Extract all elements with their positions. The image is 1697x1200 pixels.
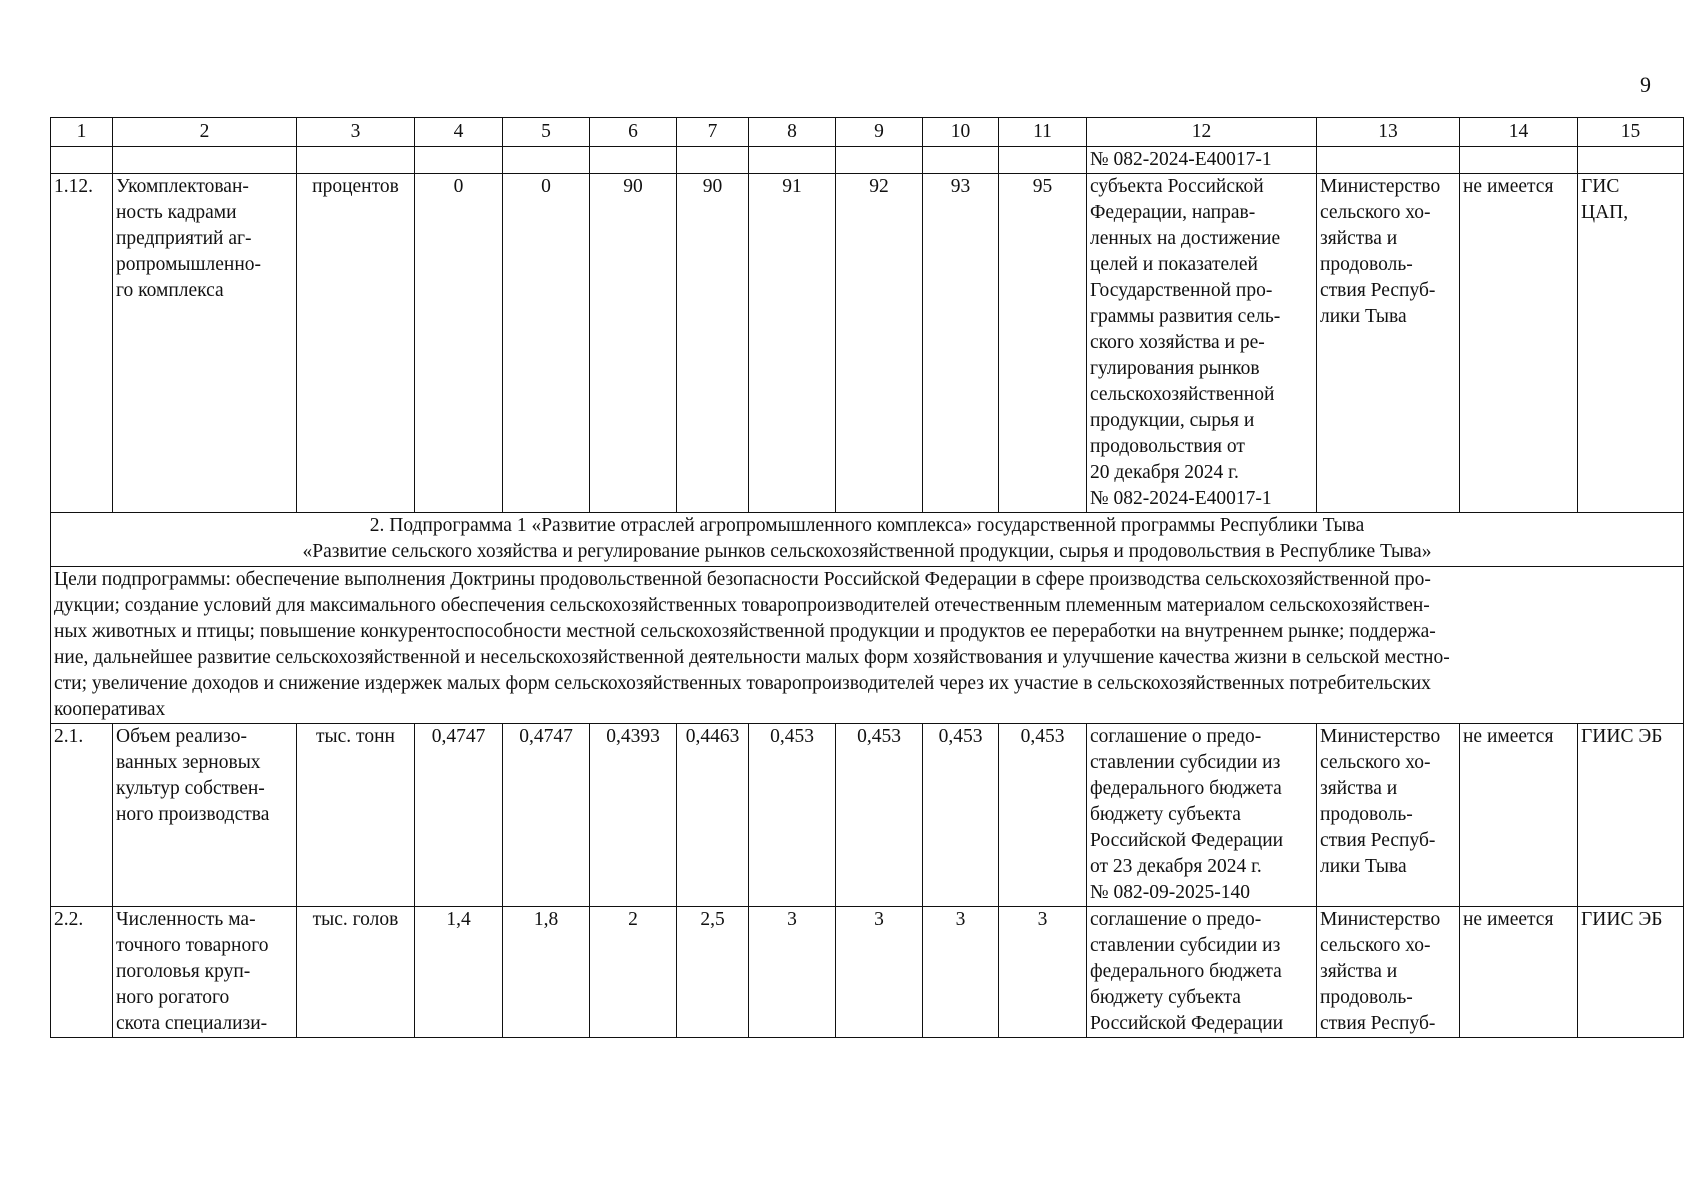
value: 90 <box>677 174 749 513</box>
responsible-body: Министерство сельского хо- зяйства и продоволь- ствия Респуб- лики Тыва <box>1317 174 1460 513</box>
responsible-body: Министерство сельского хо- зяйства и продоволь- ствия Респуб- <box>1317 907 1460 1038</box>
value: 91 <box>749 174 836 513</box>
column-number: 14 <box>1460 118 1578 147</box>
column-14-value: не имеется <box>1460 724 1578 907</box>
value: 93 <box>923 174 999 513</box>
value: 3 <box>999 907 1087 1038</box>
information-system: ГИС ЦАП, <box>1578 174 1684 513</box>
value: 3 <box>923 907 999 1038</box>
value: 0 <box>503 174 590 513</box>
column-number: 13 <box>1317 118 1460 147</box>
information-system: ГИИС ЭБ <box>1578 907 1684 1038</box>
table-row <box>51 724 1684 907</box>
document-reference: № 082-2024-Е40017-1 <box>1087 147 1317 174</box>
column-number: 10 <box>923 118 999 147</box>
value: 0,4463 <box>677 724 749 907</box>
column-number: 6 <box>590 118 677 147</box>
subprogram-title: 2. Подпрограмма 1 «Развитие отраслей агропромышленного комплекса» государственной программы Республики Тыва «Развитие сельского хозяйства и регулирование рынков сельскохозяйственной продукции, сырья и продовольствия в Республике Тыва» <box>51 513 1684 567</box>
row-number: 2.1. <box>51 724 113 907</box>
row-number: 1.12. <box>51 174 113 513</box>
value: 1,8 <box>503 907 590 1038</box>
column-number: 15 <box>1578 118 1684 147</box>
value: 2,5 <box>677 907 749 1038</box>
value: 1,4 <box>415 907 503 1038</box>
column-14-value: не имеется <box>1460 174 1578 513</box>
value: 0,4747 <box>503 724 590 907</box>
responsible-body: Министерство сельского хо- зяйства и продоволь- ствия Респуб- лики Тыва <box>1317 724 1460 907</box>
table-row <box>51 174 1684 513</box>
source-document: соглашение о предо- ставлении субсидии из федерального бюджета бюджету субъекта Российской Федерации <box>1087 907 1317 1038</box>
indicator-name: Объем реализо- ванных зерновых культур собствен- ного производства <box>113 724 297 907</box>
column-number: 7 <box>677 118 749 147</box>
value: 0,453 <box>749 724 836 907</box>
value: 0,4393 <box>590 724 677 907</box>
continuation-row <box>51 147 1684 174</box>
column-number: 9 <box>836 118 923 147</box>
column-number: 8 <box>749 118 836 147</box>
column-number-row <box>51 118 1684 147</box>
value: 3 <box>749 907 836 1038</box>
information-system: ГИИС ЭБ <box>1578 724 1684 907</box>
value: 90 <box>590 174 677 513</box>
value: 2 <box>590 907 677 1038</box>
row-number: 2.2. <box>51 907 113 1038</box>
goals-row <box>51 567 1684 724</box>
indicator-name: Укомплектован- ность кадрами предприятий аг- ропромышленно- го комплекса <box>113 174 297 513</box>
value: 95 <box>999 174 1087 513</box>
table-row <box>51 907 1684 1038</box>
indicators-table <box>50 117 1684 1038</box>
value: 0,453 <box>999 724 1087 907</box>
column-number: 2 <box>113 118 297 147</box>
page-number: 9 <box>1640 72 1651 97</box>
source-document: соглашение о предо- ставлении субсидии из федерального бюджета бюджету субъекта Российской Федерации от 23 декабря 2024 г. № 082-09-2025-140 <box>1087 724 1317 907</box>
column-number: 11 <box>999 118 1087 147</box>
value: 0,453 <box>923 724 999 907</box>
column-number: 1 <box>51 118 113 147</box>
column-number: 3 <box>297 118 415 147</box>
subprogram-goals: Цели подпрограммы: обеспечение выполнения Доктрины продовольственной безопасности Российской Федерации в сфере производства сельскохозяйственной про- дукции; создание условий для максимального обеспечения сельскохозяйственных товаропроизводителей отечественным племенным материалом сельскохозяйствен- ных животных и птицы; повышение конкурентоспособности местной сельскохозяйственной продукции и продуктов ее переработки на внутреннем рынке; поддержа- ние, дальнейшее развитие сельскохозяйственной и несельскохозяйственной деятельности малых форм хозяйствования и улучшение качества жизни в сельской местно- сти; увеличение доходов и снижение издержек малых форм сельскохозяйственных товаропроизводителей через их участие в сельскохозяйственных потребительских кооперативах <box>51 567 1684 724</box>
column-number: 5 <box>503 118 590 147</box>
indicator-name: Численность ма- точного товарного поголовья круп- ного рогатого скота специализи- <box>113 907 297 1038</box>
column-number: 4 <box>415 118 503 147</box>
value: 0,4747 <box>415 724 503 907</box>
section-title-row <box>51 513 1684 567</box>
column-14-value: не имеется <box>1460 907 1578 1038</box>
unit: тыс. голов <box>297 907 415 1038</box>
value: 0 <box>415 174 503 513</box>
unit: тыс. тонн <box>297 724 415 907</box>
unit: процентов <box>297 174 415 513</box>
source-document: субъекта Российской Федерации, направ- ленных на достижение целей и показателей Государственной про- граммы развития сель- ского хозяйства и ре- гулирования рынков сельскохозяйственной продукции, сырья и продовольствия от 20 декабря 2024 г. № 082-2024-Е40017-1 <box>1087 174 1317 513</box>
value: 3 <box>836 907 923 1038</box>
column-number: 12 <box>1087 118 1317 147</box>
value: 92 <box>836 174 923 513</box>
value: 0,453 <box>836 724 923 907</box>
